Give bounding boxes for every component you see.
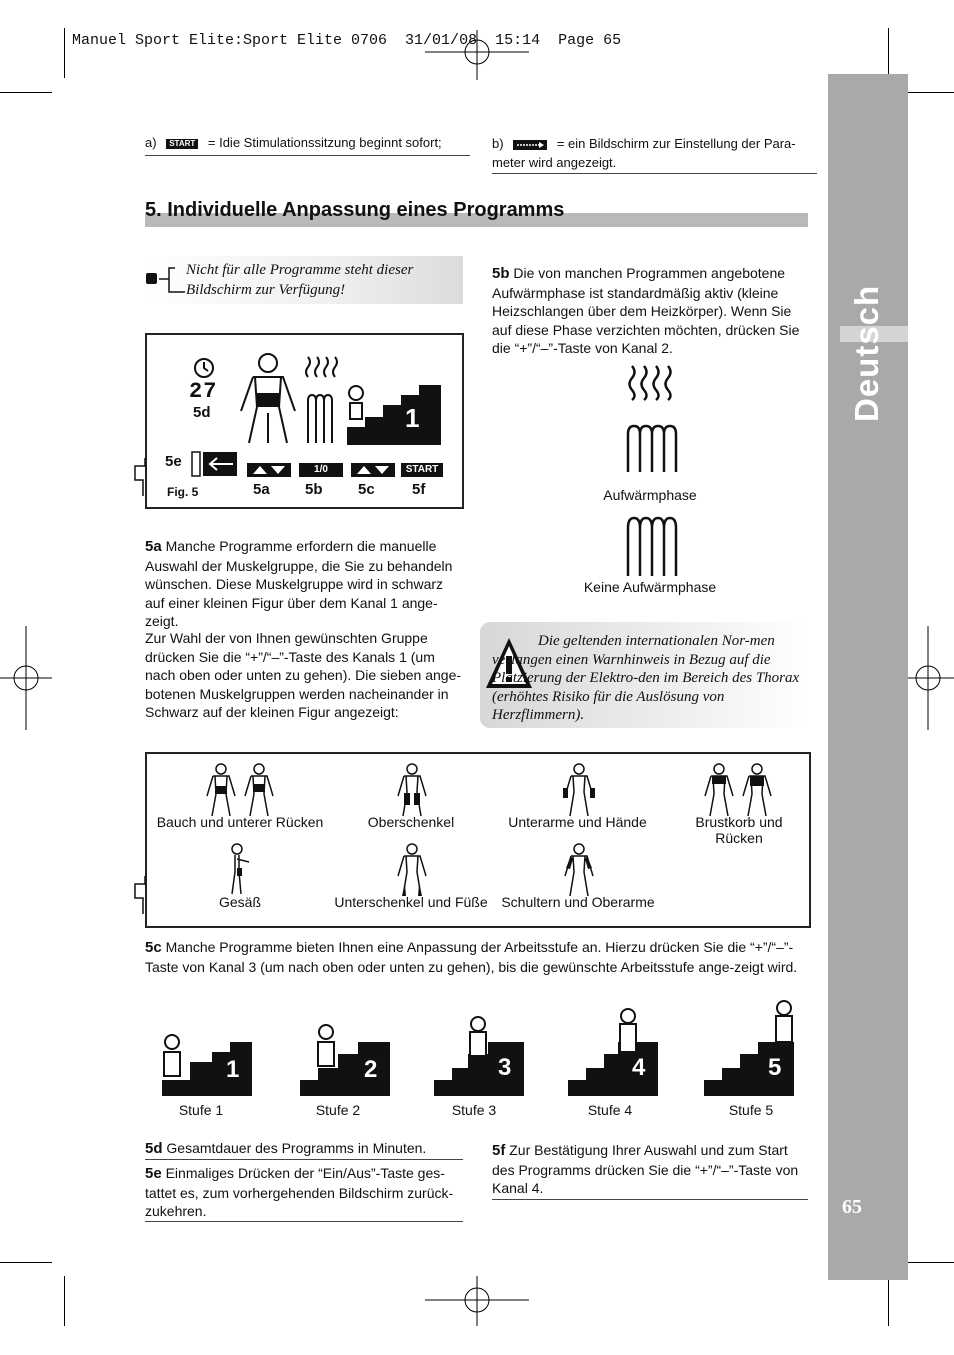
item-a-text: = Idie Stimulationssitzung beginnt sofort; xyxy=(207,135,442,150)
level-5-number: 5 xyxy=(768,1054,782,1081)
time-value: 27 xyxy=(189,379,218,404)
text-5a: Manche Programme erfordern die manuelle Auswahl der Muskelgruppe, die Sie zu behandeln wünschen. Diese Muskelgruppe wird in schwarz auf einer kleinen Figur über dem Kanal 1 ange-zeigt. xyxy=(145,538,453,629)
warning-text: Die geltenden internationalen Nor-men verlangen einen Warnhinweis in Bezug auf die Platzierung der Elektro-den im Bereich des Thorax (erhöhtes Risiko für die Auslösung von Herzflimmern). xyxy=(492,633,800,723)
key-5b: 5b xyxy=(492,265,510,282)
level-5-icon xyxy=(702,998,794,1096)
figure-forearms-icon xyxy=(562,762,596,818)
muscle-label-5: Gesäß xyxy=(218,894,261,910)
muscle-label-1: Bauch und unterer Rücken xyxy=(156,814,324,830)
warmup-on-icon xyxy=(624,364,680,476)
muscle-label-6: Unterschenkel und Füße xyxy=(334,894,488,910)
figure-thighs-icon xyxy=(395,762,429,818)
level-1-label: Stufe 1 xyxy=(178,1102,224,1118)
level-3-icon xyxy=(432,1014,524,1096)
btn-channel-4-start: START xyxy=(401,463,443,477)
level-2-label: Stufe 2 xyxy=(315,1102,361,1118)
level-4-number: 4 xyxy=(632,1054,646,1081)
level-stairs-icon xyxy=(347,383,442,447)
page-number: 65 xyxy=(842,1196,862,1218)
fig5-bracket-icon xyxy=(133,456,157,498)
paragraph-5b xyxy=(492,264,808,358)
btn-channel-3-icon xyxy=(351,463,395,477)
channel-1-value: 1 xyxy=(405,403,420,433)
level-3-number: 3 xyxy=(498,1054,512,1081)
text-5e: Einmaliges Drücken der “Ein/Aus”-Taste ges-tattet es, zum vorhergehenden Bildschirm zurück-zukehren. xyxy=(145,1165,454,1219)
key-5e: 5e xyxy=(145,1165,162,1182)
level-3-label: Stufe 3 xyxy=(451,1102,497,1118)
level-4-icon xyxy=(566,1006,658,1096)
language-sidebar xyxy=(828,74,908,1280)
level-5-label: Stufe 5 xyxy=(728,1102,774,1118)
start-button-icon: START xyxy=(166,139,198,149)
heating-radiator-icon xyxy=(302,353,340,447)
clock-icon xyxy=(193,357,215,379)
registration-mark-bottom xyxy=(425,1276,529,1326)
label-5a: 5a xyxy=(253,481,270,498)
label-5f: 5f xyxy=(412,481,426,498)
registration-mark-left xyxy=(0,626,52,730)
registration-mark-right xyxy=(902,626,954,730)
item-b-prefix: b) xyxy=(492,136,504,151)
level-2-icon xyxy=(298,1022,390,1096)
caption-warmup-off: Keine Aufwärmphase xyxy=(583,579,717,595)
figure-lower-legs-icon xyxy=(395,842,429,898)
text-5d: Gesamtdauer des Programms in Minuten. xyxy=(166,1140,427,1156)
paragraph-5d xyxy=(145,1139,463,1159)
muscle-bracket-icon xyxy=(133,874,157,916)
screen-note-icon xyxy=(145,264,185,296)
item-a xyxy=(145,135,467,150)
muscle-label-7: Schultern und Oberarme xyxy=(501,894,655,910)
level-2-number: 2 xyxy=(364,1056,378,1083)
figure-shoulders-upper-arms-icon xyxy=(562,842,596,898)
item-b xyxy=(492,135,817,172)
note-text: Nicht für alle Programme steht dieser Bildschirm zur Verfügung! xyxy=(186,262,414,298)
text-5f: Zur Bestätigung Ihrer Auswahl und zum Start des Programms drücken Sie die “+”/“–”-Taste von Kanal 4. xyxy=(492,1142,799,1196)
figure-glutes-icon xyxy=(227,842,253,896)
label-5d: 5d xyxy=(193,404,211,421)
paragraph-5a xyxy=(145,537,463,631)
paragraph-5a-2: Zur Wahl der von Ihnen gewünschten Gruppe drücken Sie die “+”/“–”-Taste des Kanals 1 (um nach oben oder unten zu gehen). Die sieben ange-botenen Muskelgruppen werden nacheinander in Schwarz auf der kleinen Figur angezeigt: xyxy=(145,630,462,720)
arrow-button-icon xyxy=(513,140,547,150)
item-a-prefix: a) xyxy=(145,135,157,150)
text-5b: Die von manchen Programmen angebotene Aufwärmphase ist standardmäßig aktiv (kleine Heizschlangen über dem Heizkörper). Wenn Sie auf diese Phase verzichten möchten, drücken Sie die “+”/“–”-Taste von Kanal 2. xyxy=(492,265,800,356)
label-5b: 5b xyxy=(305,481,323,498)
figure-chest-back-icon xyxy=(703,762,775,818)
label-5c: 5c xyxy=(358,481,375,498)
section-title: 5. Individuelle Anpassung eines Programms xyxy=(145,199,565,221)
level-1-icon xyxy=(160,1032,252,1096)
btn-channel-1-icon xyxy=(247,463,291,477)
paragraph-5f xyxy=(492,1141,810,1198)
body-figure-icon xyxy=(235,351,301,445)
fig5-display xyxy=(145,333,464,509)
item-b-text: = ein Bildschirm zur Einstellung der Para-meter wird angezeigt. xyxy=(492,136,796,170)
btn-channel-2-icon: 1/0 xyxy=(299,463,343,477)
back-arrow-icon xyxy=(191,451,239,477)
print-header: Manuel Sport Elite:Sport Elite 0706 31/01/08 15:14 Page 65 xyxy=(72,32,622,49)
paragraph-5e xyxy=(145,1164,463,1221)
paragraph-5c xyxy=(145,938,807,976)
key-5f: 5f xyxy=(492,1142,506,1159)
level-1-number: 1 xyxy=(226,1056,240,1083)
fig5-caption: Fig. 5 xyxy=(167,485,199,499)
key-5a: 5a xyxy=(145,538,162,555)
caption-warmup-on: Aufwärmphase xyxy=(603,487,697,503)
muscle-label-4: Brustkorb und Rücken xyxy=(695,814,783,846)
level-4-label: Stufe 4 xyxy=(587,1102,633,1118)
figure-abdomen-back-icon xyxy=(205,762,277,818)
muscle-label-3: Unterarme und Hände xyxy=(508,814,647,830)
warmup-off-icon xyxy=(624,514,680,578)
key-5d: 5d xyxy=(145,1140,163,1157)
language-label: Deutsch xyxy=(848,284,885,422)
key-5c: 5c xyxy=(145,939,162,956)
muscle-label-2: Oberschenkel xyxy=(367,814,455,830)
label-5e: 5e xyxy=(165,453,182,470)
text-5c: Manche Programme bieten Ihnen eine Anpassung der Arbeitsstufe an. Hierzu drücken Sie die “+”/“–”-Taste von Kanal 3 (um nach oben oder unten zu gehen), bis die gewünschte Arbeitsstufe ange-zeigt wird. xyxy=(145,939,798,975)
